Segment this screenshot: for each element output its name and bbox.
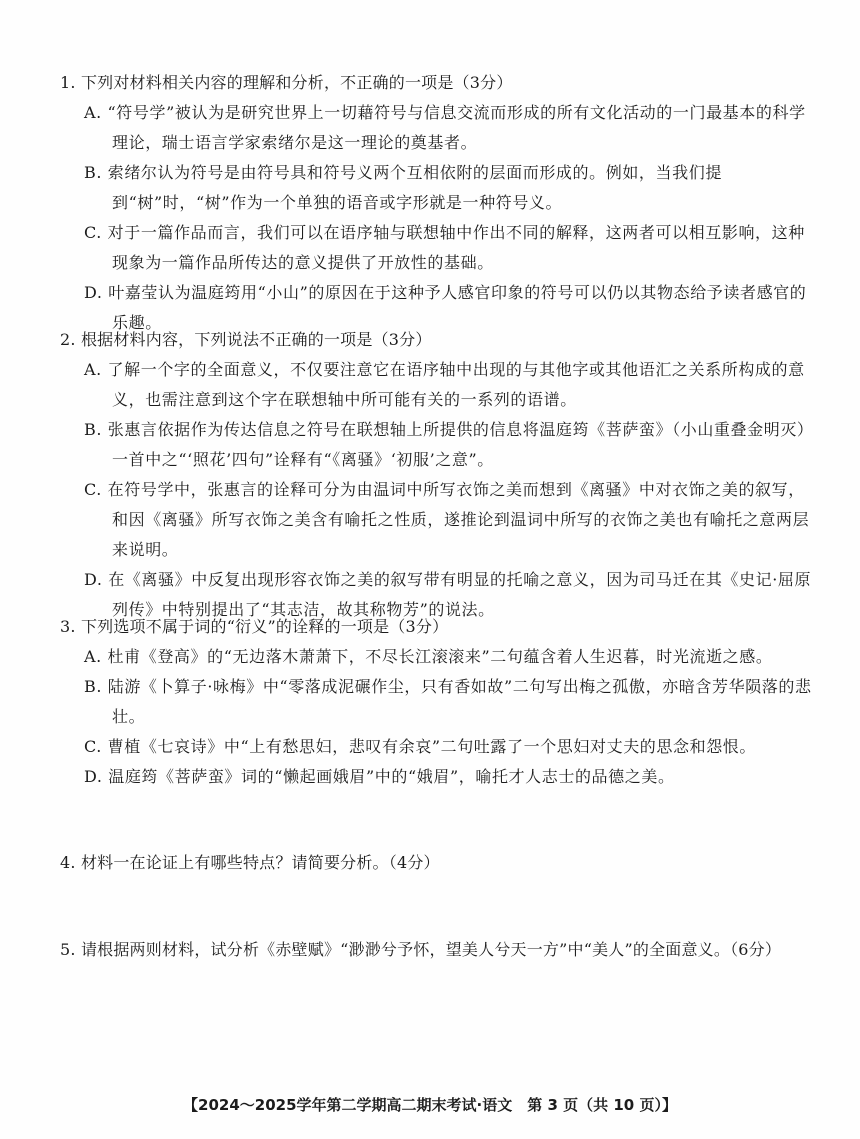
- option-d: D. 叶嘉莹认为温庭筠用“小山”的原因在于这种予人感官印象的符号可以仍以其物态给予读者感官的乐趣。: [84, 283, 807, 332]
- question-1: [60, 68, 807, 338]
- question-3: [60, 612, 812, 792]
- question-4: [60, 848, 790, 878]
- option-c: C. 在符号学中，张惠言的诠释可分为由温词中所写衣饰之美而想到《离骚》中对衣饰之美的叙写，和因《离骚》所写衣饰之美含有喻托之性质，遂推论到温词中所写的衣饰之美也有喻托之意两层来说明。: [84, 480, 810, 559]
- option-a: A. 杜甫《登高》的“无边落木萧萧下，不尽长江滚滚来”二句蕴含着人生迟暮，时光流逝之感。: [84, 647, 773, 666]
- option-b: B. 张惠言依据作为传达信息之符号在联想轴上所提供的信息将温庭筠《菩萨蛮》（小山重叠金明灭）一首中之“‘照花’四句”诠释有“《离骚》‘初服’之意”。: [84, 420, 806, 469]
- option-a: A. 了解一个字的全面意义，不仅要注意它在语序轴中出现的与其他字或其他语汇之关系所构成的意义，也需注意到这个字在联想轴中所可能有关的一系列的语谱。: [84, 360, 805, 409]
- option-d: D. 在《离骚》中反复出现形容衣饰之美的叙写带有明显的托喻之意义，因为司马迁在其《史记·屈原列传》中特别提出了“其志洁，故其称物芳”的说法。: [84, 570, 812, 619]
- option-c: C. 曹植《七哀诗》中“上有愁思妇，悲叹有余哀”二句吐露了一个思妇对丈夫的思念和怨恨。: [84, 737, 757, 756]
- page-footer: 【2024～2025学年第二学期高二期末考试·语文 第 3 页（共 10 页）】: [183, 1096, 677, 1114]
- question-stem: 3. 下列选项不属于词的“衍义”的诠释的一项是（3分）: [60, 617, 449, 636]
- question-stem: 5. 请根据两则材料，试分析《赤壁赋》“渺渺兮予怀，望美人兮天一方”中“美人”的全面意义。（6分）: [60, 940, 782, 959]
- option-b: B. 陆游《卜算子·咏梅》中“零落成泥碾作尘，只有香如故”二句写出梅之孤傲，亦暗含芳华陨落的悲壮。: [84, 677, 812, 726]
- option-d: D. 温庭筠《菩萨蛮》词的“懒起画娥眉”中的“娥眉”，喻托才人志士的品德之美。: [84, 767, 675, 786]
- option-a: A. “符号学”被认为是研究世界上一切藉符号与信息交流而形成的所有文化活动的一门最基本的科学理论，瑞士语言学家索绪尔是这一理论的奠基者。: [84, 103, 806, 152]
- question-stem: 2. 根据材料内容，下列说法不正确的一项是（3分）: [60, 330, 432, 349]
- option-c: C. 对于一篇作品而言，我们可以在语序轴与联想轴中作出不同的解释，这两者可以相互影响，这种现象为一篇作品所传达的意义提供了开放性的基础。: [84, 223, 805, 272]
- question-stem: 1. 下列对材料相关内容的理解和分析，不正确的一项是（3分）: [60, 73, 513, 92]
- question-stem: 4. 材料一在论证上有哪些特点？请简要分析。（4分）: [60, 853, 440, 872]
- question-2: [60, 325, 812, 625]
- option-b: B. 索绪尔认为符号是由符号具和符号义两个互相依附的层面而形成的。例如，当我们提到“树”时，“树”作为一个单独的语音或字形就是一种符号义。: [84, 163, 722, 212]
- question-5: [60, 935, 790, 965]
